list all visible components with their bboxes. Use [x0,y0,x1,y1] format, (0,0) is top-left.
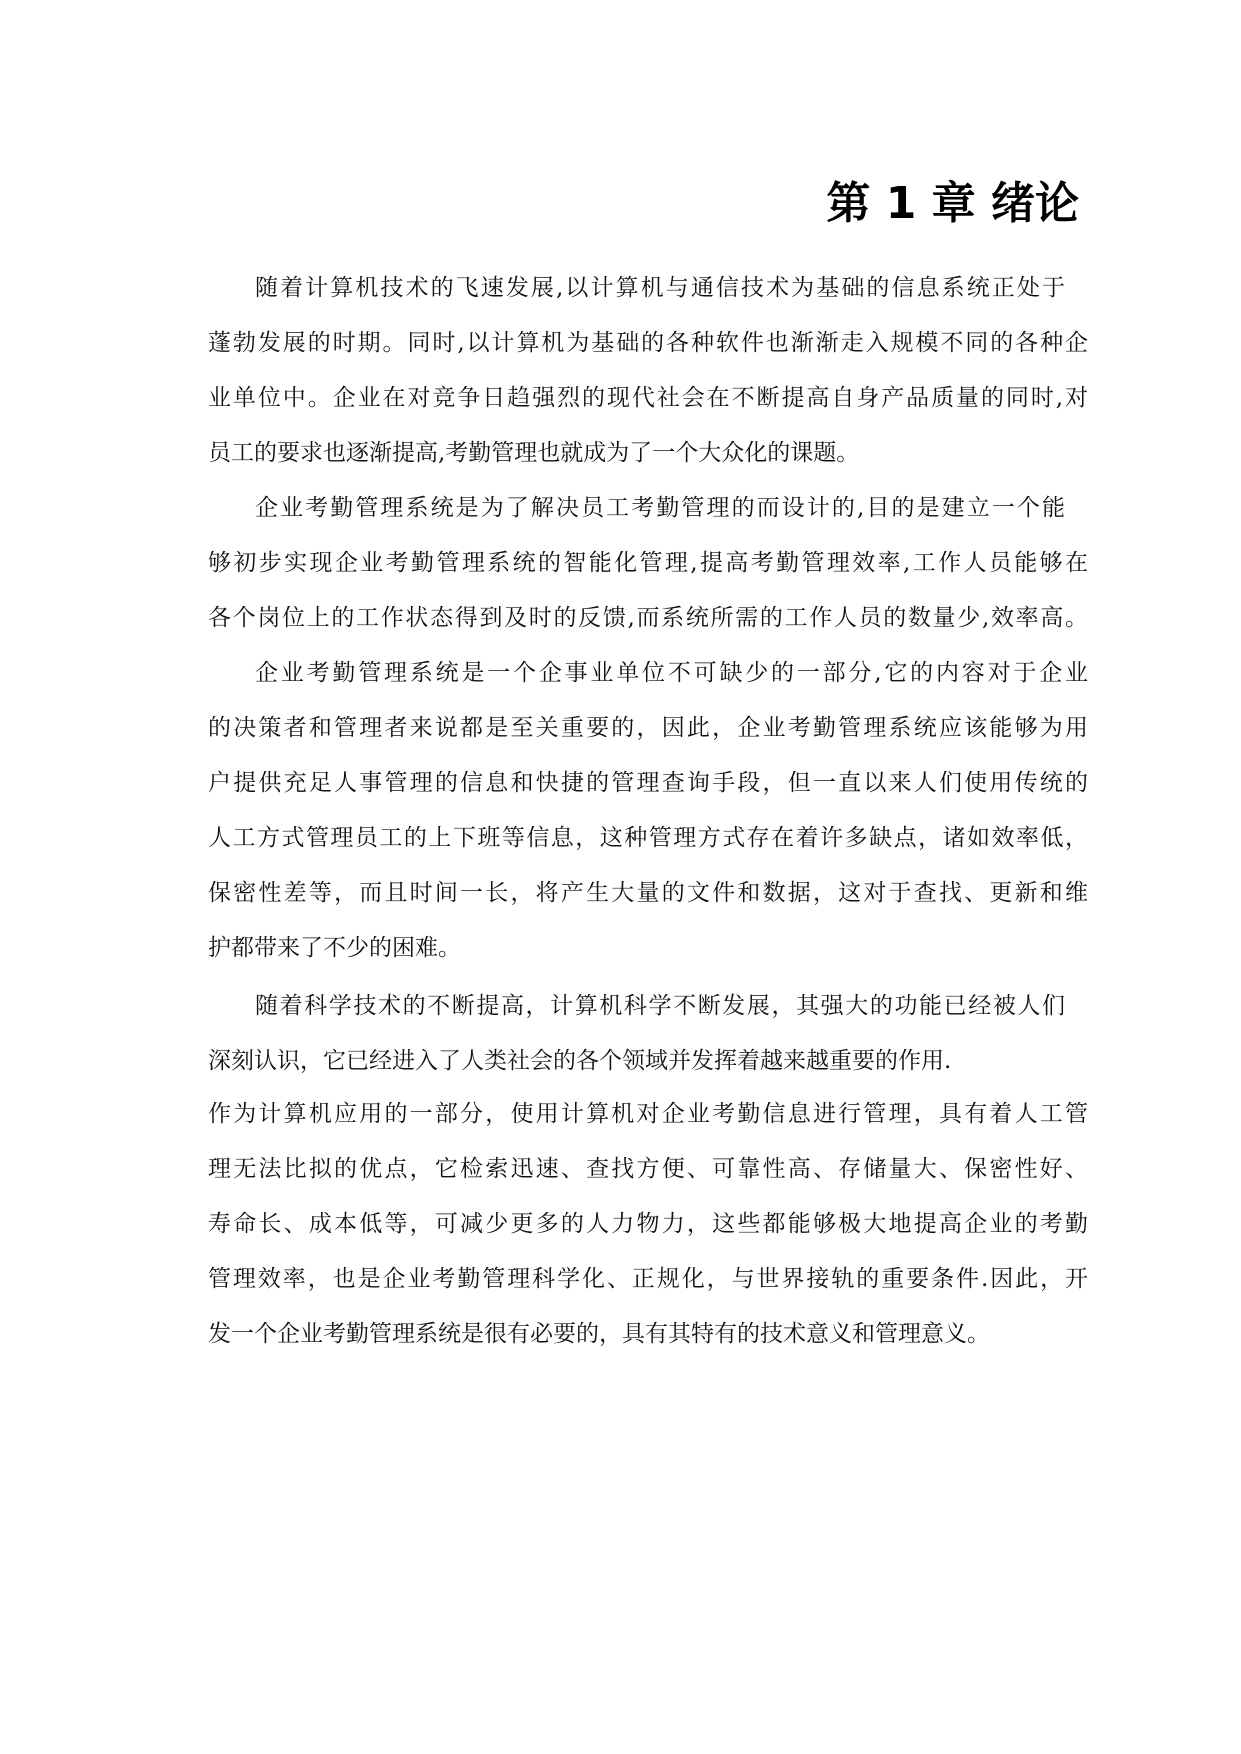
paragraph-2-line-3: 各个岗位上的工作状态得到及时的反馈,而系统所需的工作人员的数量少,效率高。 [208,605,1088,631]
paragraph-1-line-3: 业单位中。企业在对竞争日趋强烈的现代社会在不断提高自身产品质量的同时,对 [208,385,1088,411]
paragraph-3-line-3: 户提供充足人事管理的信息和快捷的管理查询手段，但一直以来人们使用传统的 [208,770,1088,796]
paragraph-2-line-1: 企业考勤管理系统是为了解决员工考勤管理的而设计的,目的是建立一个能 [255,495,1065,521]
paragraph-3-line-6: 护都带来了不少的困难。 [208,935,461,961]
chapter-title: 第 1 章 绪论 [826,178,1079,229]
paragraph-4-line-7: 发一个企业考勤管理系统是很有必要的，具有其特有的技术意义和管理意义。 [208,1321,990,1347]
paragraph-3-line-2: 的决策者和管理者来说都是至关重要的，因此，企业考勤管理系统应该能够为用 [208,715,1088,741]
paragraph-3-line-5: 保密性差等，而且时间一长，将产生大量的文件和数据，这对于查找、更新和维 [208,880,1088,906]
paragraph-4-line-4: 理无法比拟的优点，它检索迅速、查找方便、可靠性高、存储量大、保密性好、 [208,1156,1088,1182]
paragraph-1-line-1: 随着计算机技术的飞速发展,以计算机与通信技术为基础的信息系统正处于 [255,275,1065,301]
paragraph-2-line-2: 够初步实现企业考勤管理系统的智能化管理,提高考勤管理效率,工作人员能够在 [208,550,1088,576]
paragraph-4-line-1: 随着科学技术的不断提高，计算机科学不断发展，其强大的功能已经被人们 [255,993,1065,1019]
paragraph-1-line-2: 蓬勃发展的时期。同时,以计算机为基础的各种软件也渐渐走入规模不同的各种企 [208,330,1088,356]
paragraph-4-line-3: 作为计算机应用的一部分，使用计算机对企业考勤信息进行管理，具有着人工管 [208,1101,1088,1127]
paragraph-4-line-2: 深刻认识，它已经进入了人类社会的各个领域并发挥着越来越重要的作用. [208,1048,952,1074]
paragraph-1-line-4: 员工的要求也逐渐提高,考勤管理也就成为了一个大众化的课题。 [208,440,860,466]
paragraph-4-line-5: 寿命长、成本低等，可减少更多的人力物力，这些都能够极大地提高企业的考勤 [208,1211,1088,1237]
paragraph-3-line-1: 企业考勤管理系统是一个企事业单位不可缺少的一部分,它的内容对于企业 [255,660,1088,686]
paragraph-4-line-6: 管理效率，也是企业考勤管理科学化、正规化，与世界接轨的重要条件.因此，开 [208,1266,1088,1292]
paragraph-3-line-4: 人工方式管理员工的上下班等信息，这种管理方式存在着许多缺点，诸如效率低， [208,825,1088,851]
